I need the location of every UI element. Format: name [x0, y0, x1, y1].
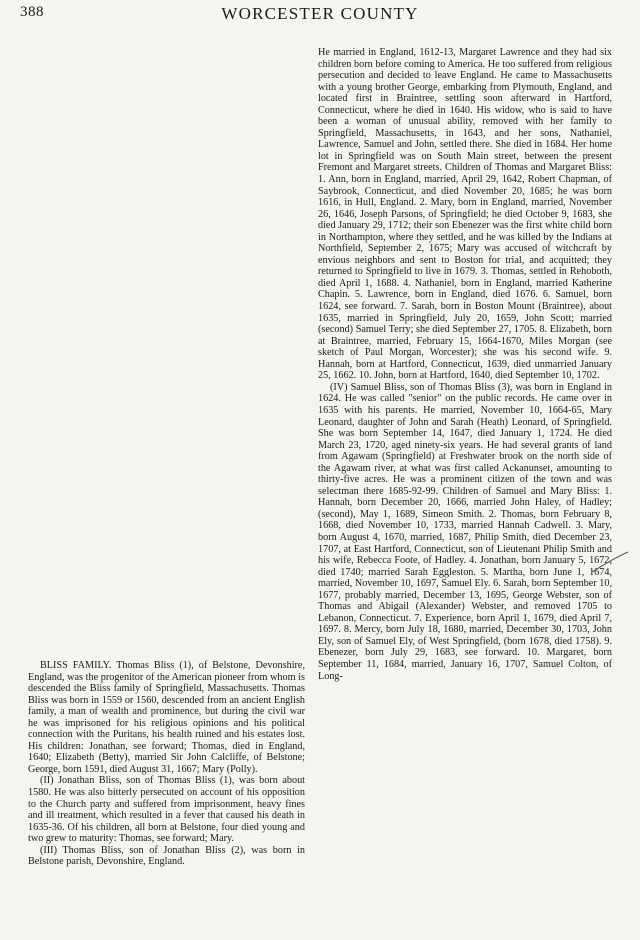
left-column — [28, 660, 305, 868]
right-column — [318, 47, 612, 682]
paragraph-thomas-bliss: (III) Thomas Bliss, son of Jonathan Bliss (2), was born in Belstone parish, Devonshire, England. — [28, 844, 305, 868]
paragraph-bliss-family: BLISS FAMILY. Thomas Bliss (1), of Belstone, Devonshire, England, was the progenitor of the American pioneer from whom is descended the Bliss family of Springfield, Massachusetts. Thomas Bliss was born in 1559 or 1560, descended from an ancient English family, a man of wealth and prominence, but during the civil war he was imprisoned for his religious opinions and his political connection with the Puritans, his health ruined and his estates lost. His children: Jonathan, see forward; Thomas, died in England, 1640; Elizabeth (Betty), married Sir John Calcliffe, of Belstone; George, born 1591, died August 31, 1667; Mary (Polly). — [28, 660, 305, 775]
pencil-annotation-mark — [590, 548, 630, 578]
running-head: WORCESTER COUNTY — [221, 4, 419, 23]
paragraph-thomas-continued: He married in England, 1612-13, Margaret Lawrence and they had six children born before coming to America. He too suffered from religious persecution and decided to leave England. He came to Massachusetts with a young brother George, embarking from Plymouth, England, and located first in Braintree, settling soon afterward in Hartford, Connecticut, where he died in 1640. His widow, who is said to have been a woman of unusual ability, removed with her family to Springfield, Massachusetts, in 1643, and her sons, Nathaniel, Lawrence, Samuel and John, settled there. She died in 1684. Her home lot in Springfield was on South Main street, between the present Fremont and Margaret streets. Children of Thomas and Margaret Bliss: 1. Ann, born in England, married, April 29, 1642, Robert Chapman, of Saybrook, Connecticut, and died November 20, 1685; he was born 1616, in Hull, England. 2. Mary, born in England, married, November 26, 1646, Joseph Parsons, of Springfield; he died October 9, 1683, she died January 29, 1712; their son Ebenezer was the first white child born in Northampton, where they settled, and he was killed by the Indians at Northfield, September 2, 1675; Mary was accused of witchcraft by envious neighbors and sent to Boston for trial, and acquitted; they returned to Springfield to live in 1679. 3. Thomas, settled in Rehoboth, died April 1, 1688. 4. Nathaniel, born in England, married Katherine Chapin. 5. Lawrence, born in England, died 1676. 6. Samuel, born 1624, see forward. 7. Sarah, born in Boston Mount (Braintree), about 1635, married in Springfield, July 20, 1659, John Scott; married (second) Samuel Terry; she died September 27, 1705. 8. Elizabeth, born at Braintree, married, February 15, 1664-1670, Miles Morgan (see sketch of Paul Morgan, Worcester); she was his second wife. 9. Hannah, born at Hartford, Connecticut, 1639, died unmarried January 25, 1662. 10. John, born at Hartford, 1640, died September 10, 1702. — [318, 47, 612, 382]
paragraph-samuel-bliss: (IV) Samuel Bliss, son of Thomas Bliss (3), was born in England in 1624. He was called "senior" on the public records. He came over in 1635 with his parents. He married, November 10, 1664-65, Mary Leonard, daughter of John and Sarah (Heath) Leonard, of Springfield. She was born September 14, 1647, died January 1, 1724. He died March 23, 1720, aged ninety-six years. He had several grants of land from Agawam (Springfield) at Freshwater brook on the north side of the Agawam river, at what was first called Ackanunset, amounting to thirty-five acres. He was a prominent citizen of the town and was selectman there 1685-92-99. Children of Samuel and Mary Bliss: 1. Hannah, born December 20, 1666, married John Haley, of Hadley; (second), May 1, 1689, Simeon Smith. 2. Thomas, born February 8, 1668, died November 10, 1733, married Hannah Cadwell. 3. Mary, born August 4, 1670, married, 1687, Philip Smith, died December 23, 1707, at East Hartford, Connecticut, son of Lieutenant Philip Smith and his wife, Rebecca Foote, of Hadley. 4. Jonathan, born January 5, 1672, died 1740; married Sarah Eggleston. 5. Martha, born June 1, 1674, married, November 10, 1697, Samuel Ely. 6. Sarah, born September 10, 1677, probably married, December 13, 1695, George Webster, son of Thomas and Abigail (Alexander) Webster, and removed 1705 to Lebanon, Connecticut. 7. Experience, born April 1, 1679, died April 7, 1697. 8. Mercy, born July 18, 1680, married, December 30, 1703, John Ely, son of Samuel Ely, of West Springfield, (born 1678, died 1758). 9. Ebenezer, born July 29, 1683, see forward. 10. Margaret, born September 11, 1684, married, January 16, 1707, Samuel Colton, of Long- — [318, 381, 612, 682]
paragraph-jonathan-bliss: (II) Jonathan Bliss, son of Thomas Bliss (1), was born about 1580. He was also bitterly persecuted on account of his opposition to the Church party and suffered from imprisonment, heavy fines and ill treatment, which resulted in a fever that caused his death in 1635-36. Of his children, all born at Belstone, four died young and two grew to maturity: Thomas, see forward; Mary. — [28, 775, 305, 845]
page-number: 388 — [20, 4, 44, 20]
